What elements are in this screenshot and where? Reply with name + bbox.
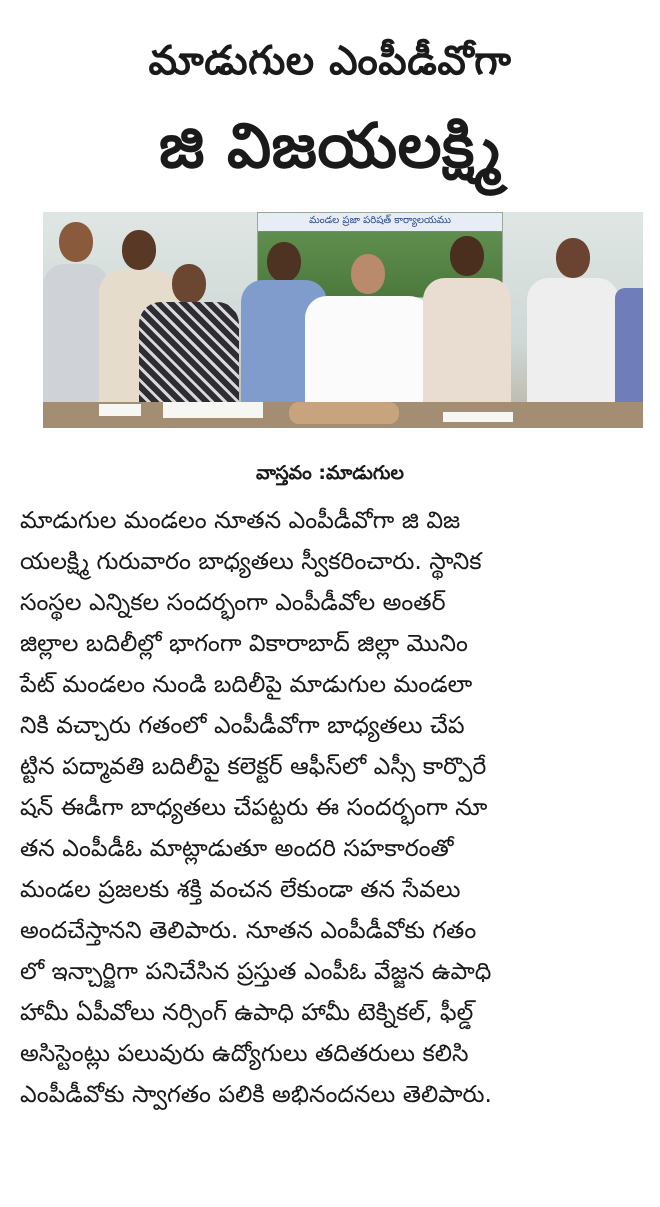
article-line: షన్ ఈడీగా బాధ్యతలు చేపట్టరు ఈ సందర్భంగా నూ xyxy=(20,793,488,821)
banner-text: మండల ప్రజా పరిషత్ కార్యాలయము xyxy=(309,215,451,226)
headline-line-1: మాడుగుల ఎంపీడీవోగా xyxy=(148,38,512,84)
article-body xyxy=(20,500,640,1115)
article-line: హామీ ఏపీవోలు నర్సింగ్ ఉపాధి హామీ టెక్నికల్, ఫీల్డ్ xyxy=(20,998,474,1026)
article-line: మాడుగుల మండలం నూతన ఎంపీడీవోగా జి విజ xyxy=(20,506,461,534)
article-line: లో ఇన్చార్జిగా పనిచేసిన ప్రస్తుత ఎంపీఓ వేజ్జన ఉపాధి xyxy=(20,957,492,985)
article-line: పేట్ మండలం నుండి బదిలీపై మాడుగుల మండలా xyxy=(20,670,473,698)
article-line: అసిస్టెంట్లు పలువురు ఉద్యోగులు తదితరులు కలిసి xyxy=(20,1039,469,1067)
headline-line-2: జి విజయలక్ష్మి xyxy=(159,109,501,182)
person-6 xyxy=(423,234,511,428)
person-7 xyxy=(527,232,619,428)
article-line: సంస్థల ఎన్నికల సందర్భంగా ఎంపీడీవోల అంతర్ xyxy=(20,588,446,616)
dateline: వాస్తవం :మాడుగుల xyxy=(256,462,404,484)
article-line: తన ఎంపీడీఓ మాట్లాడుతూ అందరి సహకారంతో xyxy=(20,834,454,862)
article-line: మండల ప్రజలకు శక్తి వంచన లేకుండా తన సేవలు xyxy=(20,875,461,903)
article-line: నికి వచ్చారు గతంలో ఎంపీడీవోగా బాధ్యతలు చేప xyxy=(20,711,465,739)
news-photo xyxy=(43,212,643,428)
article-line: యలక్ష్మి గురువారం బాధ్యతలు స్వీకరించారు. స్థానిక xyxy=(20,547,482,575)
article-line: ట్టిన పద్మావతి బదిలీపై కలెక్టర్ ఆఫీస్‌లో ఎస్సీ కార్పొరే xyxy=(20,752,487,780)
article-line: అందచేస్తానని తెలిపారు. నూతన ఎంపీడీవోకు గతం xyxy=(20,916,477,944)
article-line: జిల్లాల బదిలీల్లో భాగంగా వికారాబాద్ జిల్లా మొనిం xyxy=(20,629,468,657)
article-line: ఎంపీడీవోకు స్వాగతం పలికి అభినందనలు తెలిపారు. xyxy=(20,1080,493,1108)
